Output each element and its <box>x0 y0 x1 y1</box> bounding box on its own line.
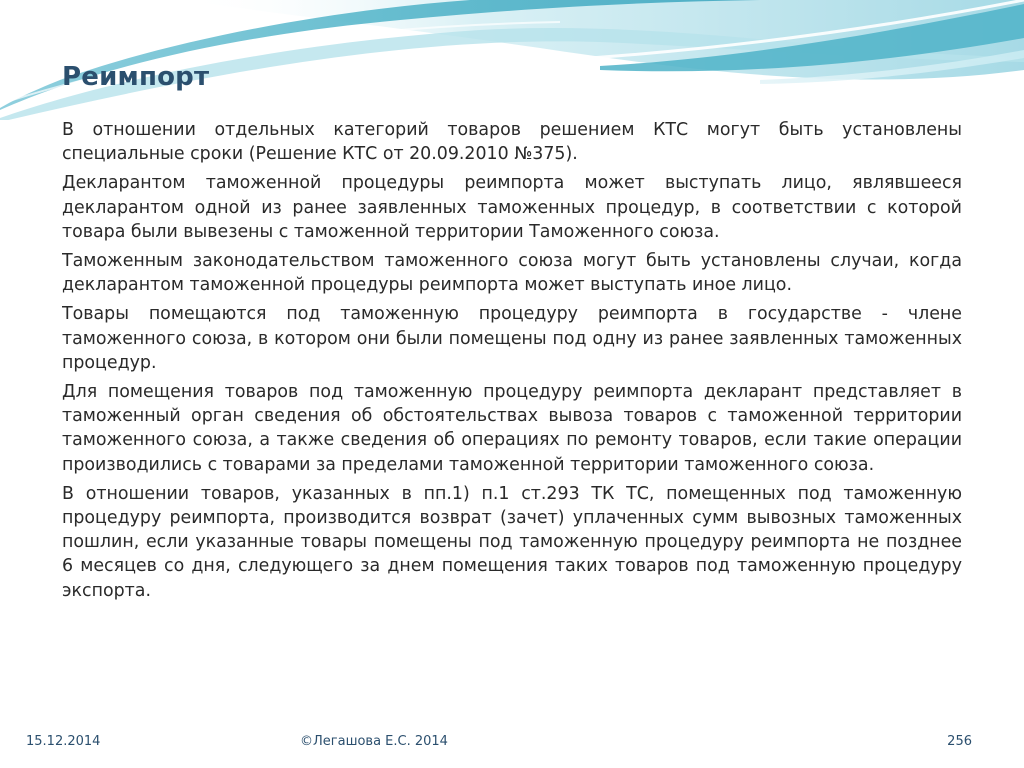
slide-number: 256 <box>947 734 972 749</box>
paragraph-4: Товары помещаются под таможенную процедуру реимпорта в государстве - члене таможенного союза, в котором они были помещены под одну из ранее заявленных таможенных процедур. <box>62 304 962 373</box>
paragraph-3: Таможенным законодательством таможенного союза могут быть установлены случаи, когда декларантом таможенной процедуры реимпорта может выступать иное лицо. <box>62 251 962 296</box>
footer-copyright: ©Легашова Е.С. 2014 <box>300 734 448 749</box>
slide-title: Реимпорт <box>62 62 210 92</box>
paragraph-1: В отношении отдельных категорий товаров решением КТС могут быть установлены специальные сроки (Решение КТС от 20.09.2010 №375). <box>62 120 962 165</box>
paragraph-2: Декларантом таможенной процедуры реимпорта может выступать лицо, являвшееся декларантом одной из ранее заявленных таможенных процедур, в соответствии с которой товара были вывезены с таможенной территории Таможенного союза. <box>62 173 962 242</box>
header-wave-decoration <box>0 0 1024 120</box>
footer-date: 15.12.2014 <box>26 734 101 749</box>
paragraph-6: В отношении товаров, указанных в пп.1) п.1 ст.293 ТК ТС, помещенных под таможенную процедуру реимпорта, производится возврат (зачет) уплаченных сумм вывозных таможенных пошлин, если указанные товары помещены под таможенную процедуру реимпорта не позднее 6 месяцев со дня, следующего за днем помещения таких товаров под таможенную процедуру экспорта. <box>62 483 962 601</box>
slide-body <box>62 118 962 700</box>
paragraph-5: Для помещения товаров под таможенную процедуру реимпорта декларант представляет в таможенный орган сведения об обстоятельствах вывоза товаров с таможенной территории таможенного союза, а также сведения об операциях по ремонту товаров, если такие операции производились с товарами за пределами таможенной территории таможенного союза. <box>62 382 962 475</box>
